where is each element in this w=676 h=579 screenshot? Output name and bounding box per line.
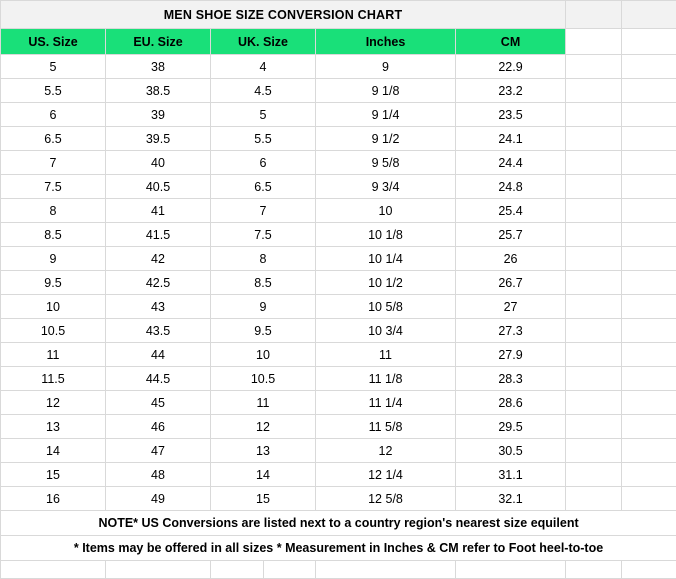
row-spacer-2 xyxy=(622,271,676,295)
cell-inches: 10 xyxy=(316,199,456,223)
table-row xyxy=(1,367,676,391)
header-row xyxy=(1,29,676,55)
row-spacer-2 xyxy=(622,247,676,271)
column-header-cm: CM xyxy=(456,29,566,55)
cell-inches: 11 xyxy=(316,343,456,367)
cell-us-size: 16 xyxy=(1,487,106,511)
cell-eu-size: 44.5 xyxy=(106,367,211,391)
note-conversions: NOTE* US Conversions are listed next to a country region's nearest size equilent xyxy=(1,511,676,536)
cell-us-size: 7.5 xyxy=(1,175,106,199)
row-spacer-2 xyxy=(622,415,676,439)
row-spacer-1 xyxy=(566,79,622,103)
row-spacer-1 xyxy=(566,223,622,247)
cell-uk-size: 5 xyxy=(211,103,316,127)
table-body xyxy=(1,1,676,579)
table-row xyxy=(1,55,676,79)
row-spacer-1 xyxy=(566,271,622,295)
cell-eu-size: 42 xyxy=(106,247,211,271)
row-spacer-2 xyxy=(622,463,676,487)
cell-uk-size: 6.5 xyxy=(211,175,316,199)
row-spacer-2 xyxy=(622,199,676,223)
cell-cm: 25.7 xyxy=(456,223,566,247)
bottom-cell-5 xyxy=(456,561,566,579)
row-spacer-2 xyxy=(622,319,676,343)
cell-uk-size: 14 xyxy=(211,463,316,487)
row-spacer-1 xyxy=(566,415,622,439)
cell-eu-size: 44 xyxy=(106,343,211,367)
column-header-eu-size: EU. Size xyxy=(106,29,211,55)
row-spacer-1 xyxy=(566,247,622,271)
row-spacer-2 xyxy=(622,127,676,151)
bottom-cell-4 xyxy=(316,561,456,579)
bottom-strip-row xyxy=(1,561,676,579)
cell-inches: 10 3/4 xyxy=(316,319,456,343)
cell-eu-size: 41.5 xyxy=(106,223,211,247)
cell-eu-size: 40 xyxy=(106,151,211,175)
row-spacer-2 xyxy=(622,79,676,103)
cell-eu-size: 41 xyxy=(106,199,211,223)
cell-eu-size: 49 xyxy=(106,487,211,511)
column-header-uk-size: UK. Size xyxy=(211,29,316,55)
cell-us-size: 8.5 xyxy=(1,223,106,247)
cell-us-size: 14 xyxy=(1,439,106,463)
cell-us-size: 10.5 xyxy=(1,319,106,343)
cell-inches: 9 5/8 xyxy=(316,151,456,175)
cell-eu-size: 38.5 xyxy=(106,79,211,103)
cell-eu-size: 45 xyxy=(106,391,211,415)
row-spacer-2 xyxy=(622,367,676,391)
cell-inches: 12 xyxy=(316,439,456,463)
table-row xyxy=(1,199,676,223)
table-row xyxy=(1,463,676,487)
cell-inches: 9 1/4 xyxy=(316,103,456,127)
cell-uk-size: 13 xyxy=(211,439,316,463)
cell-uk-size: 8.5 xyxy=(211,271,316,295)
cell-inches: 11 1/8 xyxy=(316,367,456,391)
bottom-cell-3 xyxy=(211,561,316,579)
table-row xyxy=(1,391,676,415)
row-spacer-1 xyxy=(566,151,622,175)
cell-inches: 11 5/8 xyxy=(316,415,456,439)
cell-uk-size: 10 xyxy=(211,343,316,367)
cell-uk-size: 11 xyxy=(211,391,316,415)
table-row xyxy=(1,415,676,439)
cell-cm: 25.4 xyxy=(456,199,566,223)
cell-eu-size: 39.5 xyxy=(106,127,211,151)
row-spacer-2 xyxy=(622,487,676,511)
row-spacer-1 xyxy=(566,319,622,343)
column-header-inches: Inches xyxy=(316,29,456,55)
cell-us-size: 13 xyxy=(1,415,106,439)
table-row xyxy=(1,439,676,463)
row-spacer-2 xyxy=(622,151,676,175)
cell-cm: 31.1 xyxy=(456,463,566,487)
cell-cm: 26 xyxy=(456,247,566,271)
cell-us-size: 8 xyxy=(1,199,106,223)
cell-eu-size: 46 xyxy=(106,415,211,439)
row-spacer-2 xyxy=(622,55,676,79)
cell-uk-size: 4.5 xyxy=(211,79,316,103)
cell-eu-size: 43 xyxy=(106,295,211,319)
cell-cm: 24.8 xyxy=(456,175,566,199)
cell-cm: 27.9 xyxy=(456,343,566,367)
cell-uk-size: 9.5 xyxy=(211,319,316,343)
cell-uk-size: 8 xyxy=(211,247,316,271)
note-measurement: * Items may be offered in all sizes * Measurement in Inches & CM refer to Foot heel-to-toe xyxy=(1,536,676,561)
note-row-1 xyxy=(1,511,676,536)
cell-us-size: 12 xyxy=(1,391,106,415)
table-row xyxy=(1,103,676,127)
cell-uk-size: 4 xyxy=(211,55,316,79)
column-header-us-size: US. Size xyxy=(1,29,106,55)
table-row xyxy=(1,295,676,319)
row-spacer-2 xyxy=(622,343,676,367)
cell-inches: 12 5/8 xyxy=(316,487,456,511)
cell-eu-size: 39 xyxy=(106,103,211,127)
cell-eu-size: 47 xyxy=(106,439,211,463)
table-row xyxy=(1,271,676,295)
cell-uk-size: 12 xyxy=(211,415,316,439)
cell-cm: 23.5 xyxy=(456,103,566,127)
row-spacer-1 xyxy=(566,295,622,319)
cell-uk-size: 7.5 xyxy=(211,223,316,247)
cell-cm: 27 xyxy=(456,295,566,319)
row-spacer-1 xyxy=(566,487,622,511)
cell-inches: 10 1/2 xyxy=(316,271,456,295)
cell-us-size: 9 xyxy=(1,247,106,271)
cell-us-size: 11.5 xyxy=(1,367,106,391)
cell-us-size: 11 xyxy=(1,343,106,367)
cell-eu-size: 42.5 xyxy=(106,271,211,295)
cell-cm: 23.2 xyxy=(456,79,566,103)
row-spacer-1 xyxy=(566,127,622,151)
table-row xyxy=(1,487,676,511)
cell-eu-size: 38 xyxy=(106,55,211,79)
cell-cm: 32.1 xyxy=(456,487,566,511)
row-spacer-1 xyxy=(566,439,622,463)
table-row xyxy=(1,79,676,103)
cell-uk-size: 15 xyxy=(211,487,316,511)
row-spacer-1 xyxy=(566,175,622,199)
header-spacer-1 xyxy=(566,29,622,55)
row-spacer-1 xyxy=(566,391,622,415)
row-spacer-2 xyxy=(622,295,676,319)
cell-uk-size: 5.5 xyxy=(211,127,316,151)
cell-inches: 9 1/2 xyxy=(316,127,456,151)
row-spacer-2 xyxy=(622,439,676,463)
cell-us-size: 7 xyxy=(1,151,106,175)
table-row xyxy=(1,175,676,199)
cell-uk-size: 7 xyxy=(211,199,316,223)
row-spacer-1 xyxy=(566,343,622,367)
cell-inches: 12 1/4 xyxy=(316,463,456,487)
cell-uk-size: 9 xyxy=(211,295,316,319)
title-spacer-1 xyxy=(566,1,622,29)
table-row xyxy=(1,343,676,367)
cell-cm: 29.5 xyxy=(456,415,566,439)
cell-inches: 9 xyxy=(316,55,456,79)
title-spacer-2 xyxy=(622,1,676,29)
cell-cm: 24.4 xyxy=(456,151,566,175)
page-title: MEN SHOE SIZE CONVERSION CHART xyxy=(1,1,566,29)
cell-cm: 28.3 xyxy=(456,367,566,391)
bottom-cell-6 xyxy=(566,561,622,579)
row-spacer-2 xyxy=(622,223,676,247)
cell-uk-size: 10.5 xyxy=(211,367,316,391)
cell-uk-size: 6 xyxy=(211,151,316,175)
row-spacer-2 xyxy=(622,103,676,127)
table-row xyxy=(1,151,676,175)
row-spacer-1 xyxy=(566,367,622,391)
cell-us-size: 10 xyxy=(1,295,106,319)
cell-us-size: 9.5 xyxy=(1,271,106,295)
title-row xyxy=(1,1,676,29)
table-row xyxy=(1,319,676,343)
cell-inches: 9 3/4 xyxy=(316,175,456,199)
row-spacer-1 xyxy=(566,55,622,79)
cell-eu-size: 43.5 xyxy=(106,319,211,343)
cell-inches: 10 1/4 xyxy=(316,247,456,271)
table-row xyxy=(1,127,676,151)
cell-us-size: 6.5 xyxy=(1,127,106,151)
cell-inches: 10 5/8 xyxy=(316,295,456,319)
cell-us-size: 5 xyxy=(1,55,106,79)
bottom-cell-2 xyxy=(106,561,211,579)
cell-cm: 26.7 xyxy=(456,271,566,295)
row-spacer-1 xyxy=(566,103,622,127)
table-row xyxy=(1,247,676,271)
cell-cm: 28.6 xyxy=(456,391,566,415)
note-row-2 xyxy=(1,536,676,561)
cell-us-size: 5.5 xyxy=(1,79,106,103)
cell-cm: 24.1 xyxy=(456,127,566,151)
table-row xyxy=(1,223,676,247)
cell-inches: 10 1/8 xyxy=(316,223,456,247)
cell-eu-size: 48 xyxy=(106,463,211,487)
cell-cm: 22.9 xyxy=(456,55,566,79)
bottom-cell-1 xyxy=(1,561,106,579)
header-spacer-2 xyxy=(622,29,676,55)
row-spacer-1 xyxy=(566,463,622,487)
cell-us-size: 15 xyxy=(1,463,106,487)
row-spacer-2 xyxy=(622,391,676,415)
cell-inches: 11 1/4 xyxy=(316,391,456,415)
bottom-cell-7 xyxy=(622,561,676,579)
cell-us-size: 6 xyxy=(1,103,106,127)
cell-cm: 30.5 xyxy=(456,439,566,463)
cell-cm: 27.3 xyxy=(456,319,566,343)
row-spacer-1 xyxy=(566,199,622,223)
cell-inches: 9 1/8 xyxy=(316,79,456,103)
row-spacer-2 xyxy=(622,175,676,199)
cell-eu-size: 40.5 xyxy=(106,175,211,199)
